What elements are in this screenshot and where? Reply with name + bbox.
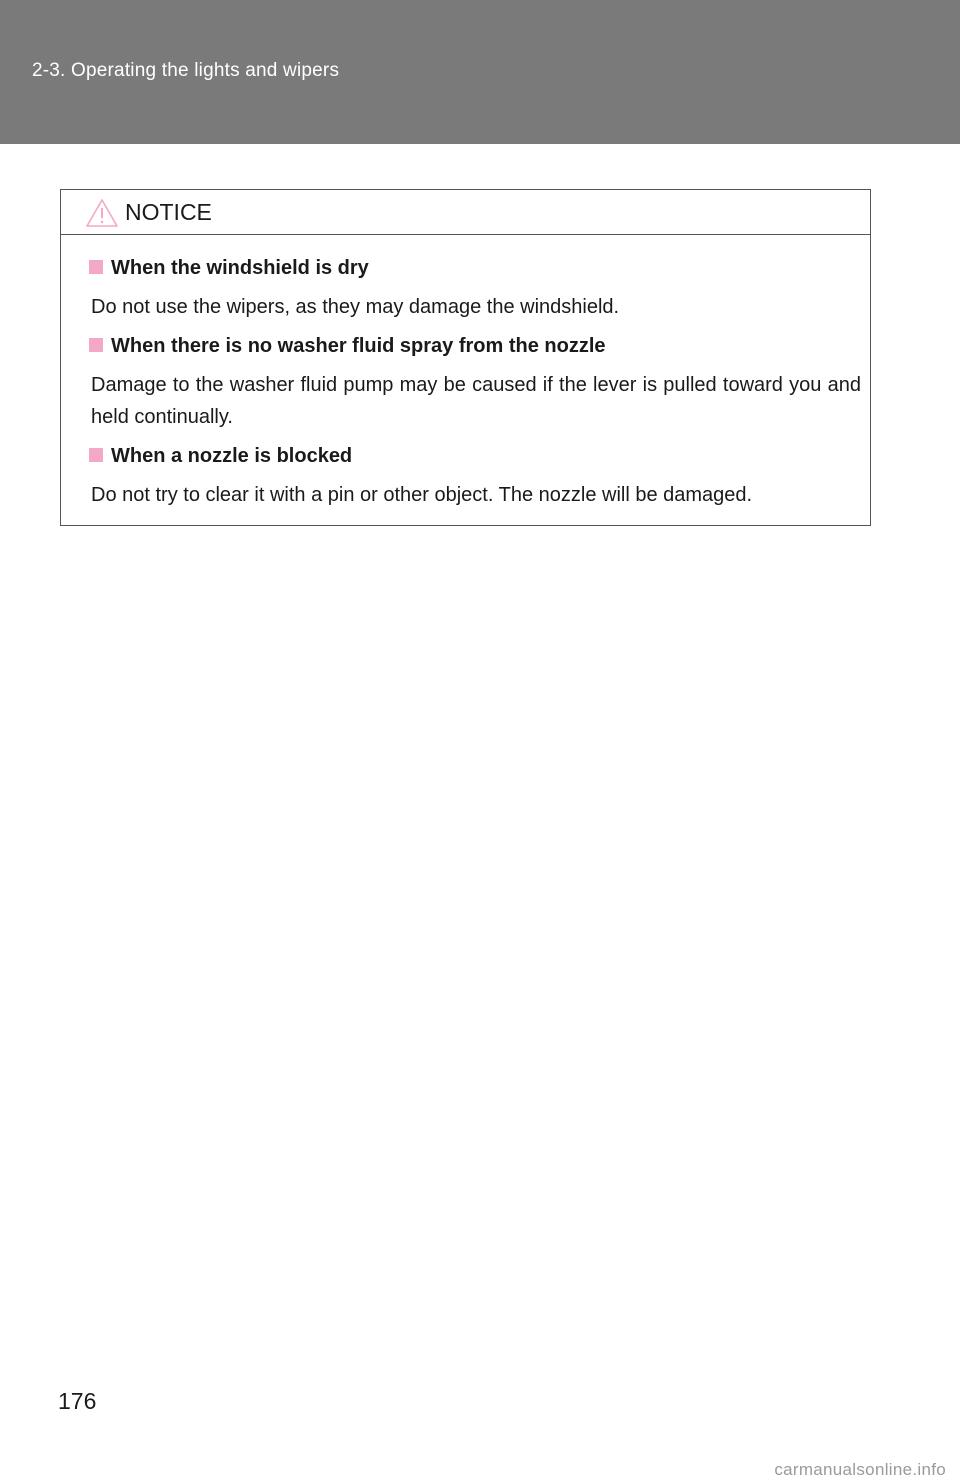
notice-item-text: Do not try to clear it with a pin or other object. The nozzle will be damaged. (91, 484, 753, 506)
notice-label: NOTICE (125, 199, 212, 225)
notice-item-heading (89, 255, 860, 281)
notice-body (61, 235, 870, 511)
notice-item (89, 333, 860, 433)
square-bullet-icon (89, 260, 103, 274)
notice-box (60, 189, 871, 526)
notice-item (89, 255, 860, 323)
header-band (0, 0, 960, 144)
notice-item-heading-text: When the windshield is dry (111, 257, 369, 279)
notice-item-heading-text: When there is no washer fluid spray from the nozzle (111, 335, 606, 357)
notice-item-heading (89, 443, 860, 469)
section-title: 2-3. Operating the lights and wipers (32, 60, 340, 81)
notice-item-heading (89, 333, 860, 359)
square-bullet-icon (89, 448, 103, 462)
notice-item-heading-text: When a nozzle is blocked (111, 445, 353, 467)
warning-triangle-icon (85, 198, 119, 228)
square-bullet-icon (89, 338, 103, 352)
page-number: 176 (58, 1388, 97, 1414)
notice-item-text: Damage to the washer fluid pump may be caused if the lever is pulled toward you and held continually. (91, 374, 861, 428)
notice-header (61, 190, 870, 235)
watermark: carmanualsonline.info (774, 1460, 946, 1479)
notice-item-text: Do not use the wipers, as they may damage the windshield. (91, 296, 620, 318)
notice-item (89, 443, 860, 511)
